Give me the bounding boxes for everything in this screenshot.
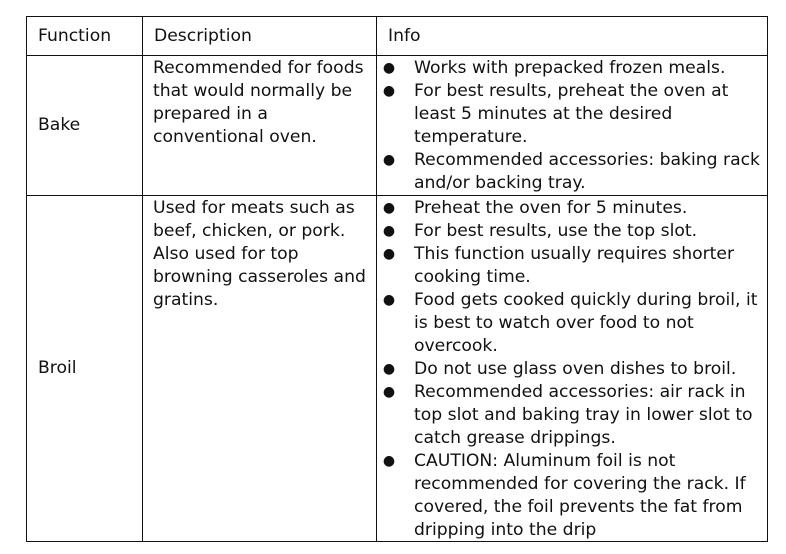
info-cell-broil [377,196,768,542]
header-description: Description [143,17,377,56]
description-cell-bake: Recommended for foods that would normally be prepared in a conventional oven. [143,56,377,196]
table-row [27,196,768,542]
bullet-icon: ● [382,200,396,216]
function-table [26,16,768,542]
info-list-broil [377,197,763,541]
function-cell-bake: Bake [27,56,143,196]
bullet-icon: ● [382,361,396,377]
list-item: ● CAUTION: Aluminum foil is not recommended for covering the rack. If covered, the foil prevents the fat from dripping into the drip [382,451,746,540]
bullet-icon: ● [382,83,396,99]
bullet-icon: ● [382,453,396,469]
bullet-icon: ● [382,60,396,76]
table-header-row [27,17,768,56]
description-cell-broil: Used for meats such as beef, chicken, or pork. Also used for top browning casseroles and gratins. [143,196,377,542]
bullet-icon: ● [382,384,396,400]
list-item: ● For best results, preheat the oven at least 5 minutes at the desired temperature. [382,81,729,147]
header-info: Info [377,17,768,56]
info-list-bake [377,57,763,195]
bullet-icon: ● [382,292,396,308]
bullet-icon: ● [382,223,396,239]
list-item: ● Food gets cooked quickly during broil, it is best to watch over food to not overcook. [382,290,758,356]
list-item: ● This function usually requires shorter cooking time. [382,244,735,287]
header-function: Function [27,17,143,56]
info-cell-bake [377,56,768,196]
function-cell-broil: Broil [27,196,143,542]
list-item: ● For best results, use the top slot. [382,221,698,241]
list-item: ● Do not use glass oven dishes to broil. [382,359,737,379]
list-item: ● Recommended accessories: air rack in top slot and baking tray in lower slot to catch grease drippings. [382,382,753,448]
bullet-icon: ● [382,152,396,168]
list-item: ● Preheat the oven for 5 minutes. [382,198,688,218]
table-row [27,56,768,196]
list-item: ● Recommended accessories: baking rack and/or backing tray. [382,150,761,193]
bullet-icon: ● [382,246,396,262]
list-item: ● Works with prepacked frozen meals. [382,58,726,78]
